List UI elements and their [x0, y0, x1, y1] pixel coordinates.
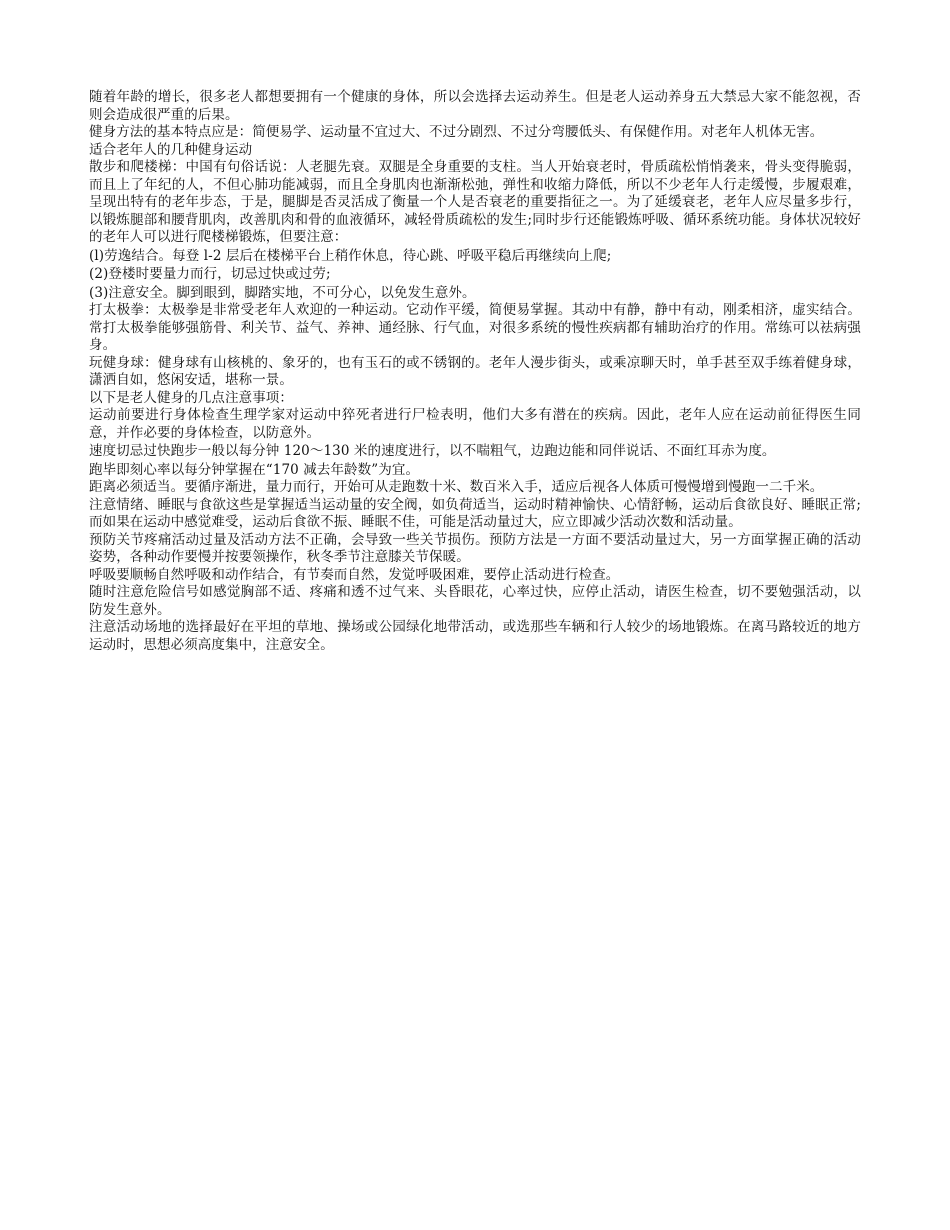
fitness-ball-paragraph: 玩健身球：健身球有山核桃的、象牙的，也有玉石的或不锈钢的。老年人漫步街头，或乘凉聊天时，单手甚至双手练着健身球，潇洒自如，悠闲安适，堪称一景。	[89, 354, 861, 388]
fitness-method-paragraph: 健身方法的基本特点应是：简便易学、运动量不宜过大、不过分剧烈、不过分弯腰低头、有保健作用。对老年人机体无害。	[89, 124, 824, 140]
document-body	[89, 89, 861, 654]
precaution-checkup: 运动前要进行身体检查生理学家对运动中猝死者进行尸检表明，他们大多有潜在的疾病。因此，老年人应在运动前征得医生同意，并作必要的身体检查，以防意外。	[89, 407, 861, 441]
precaution-breathing: 呼吸要顺畅自然呼吸和动作结合，有节奏而自然，发觉呼吸困难，要停止活动进行检查。	[89, 566, 620, 583]
precaution-joint-pain: 预防关节疼痛活动过量及活动方法不正确，会导致一些关节损伤。预防方法是一方面不要活动量过大，另一方面掌握正确的活动姿势，各种动作要慢并按要领操作，秋冬季节注意膝关节保暖。	[89, 531, 861, 565]
taichi-paragraph: 打太极拳：太极拳是非常受老年人欢迎的一种运动。它动作平缓，简便易掌握。其动中有静，静中有动，刚柔相济，虚实结合。常打太极拳能够强筋骨、利关节、益气、养神、通经脉、行气血，对很多系统的慢性疾病都有辅助治疗的作用。常练可以祛病强身。	[89, 302, 861, 353]
precaution-distance: 距离必须适当。要循序渐进，量力而行，开始可从走跑数十米、数百米入手，适应后视各人体质可慢慢增到慢跑一二千米。	[89, 479, 824, 495]
stairs-note-1: (l)劳逸结合。每登 l-2 层后在楼梯平台上稍作休息，待心跳、呼吸平稳后再继续向上爬;	[89, 247, 612, 264]
precaution-mood-sleep-appetite: 注意情绪、睡眠与食欲这些是掌握适当运动量的安全阀，如负荷适当，运动时精神愉快、心情舒畅，运动后食欲良好、睡眠正常;而如果在运动中感觉难受，运动后食欲不振、睡眠不佳，可能是活动量过大，应立即减少活动次数和活动量。	[89, 496, 861, 530]
stairs-note-2: (2)登楼时要量力而行，切忌过快或过劳;	[89, 266, 331, 282]
stairs-note-3: (3)注意安全。脚到眼到，脚踏实地，不可分心，以免发生意外。	[89, 284, 476, 301]
section-heading-precautions: 以下是老人健身的几点注意事项：	[89, 389, 293, 406]
precaution-danger-signals: 随时注意危险信号如感觉胸部不适、疼痛和透不过气来、头昏眼花，心率过快，应停止活动，请医生检查，切不要勉强活动，以防发生意外。	[89, 584, 861, 618]
intro-paragraph: 随着年龄的增长，很多老人都想要拥有一个健康的身体，所以会选择去运动养生。但是老人运动养身五大禁忌大家不能忽视，否则会造成很严重的后果。	[89, 89, 861, 123]
precaution-speed: 速度切忌过快跑步一般以每分钟 120～130 米的速度进行，以不喘粗气，边跑边能和同伴说话、不面红耳赤为度。	[89, 443, 776, 459]
precaution-heart-rate: 跑毕即刻心率以每分钟掌握在“170 减去年龄数”为宜。	[89, 461, 420, 478]
section-heading-exercises: 适合老年人的几种健身运动	[89, 141, 253, 158]
precaution-venue: 注意活动场地的选择最好在平坦的草地、操场或公园绿化地带活动，或选那些车辆和行人较少的场地锻炼。在离马路较近的地方运动时，思想必须高度集中，注意安全。	[89, 619, 861, 653]
walking-stairs-paragraph: 散步和爬楼梯：中国有句俗话说：人老腿先衰。双腿是全身重要的支柱。当人开始衰老时，骨质疏松悄悄袭来，骨头变得脆弱，而且上了年纪的人，不但心肺功能减弱，而且全身肌肉也渐渐松弛，弹性和收缩力降低，所以不少老年人行走缓慢，步履艰难，呈现出特有的老年步态，于是，腿脚是否灵活成了衡量一个人是否衰老的重要指征之一。为了延缓衰老，老年人应尽量多步行，以锻炼腿部和腰背肌肉，改善肌肉和骨的血液循环，减轻骨质疏松的发生;同时步行还能锻炼呼吸、循环系统功能。身体状况较好的老年人可以进行爬楼梯锻炼，但要注意：	[89, 159, 861, 245]
